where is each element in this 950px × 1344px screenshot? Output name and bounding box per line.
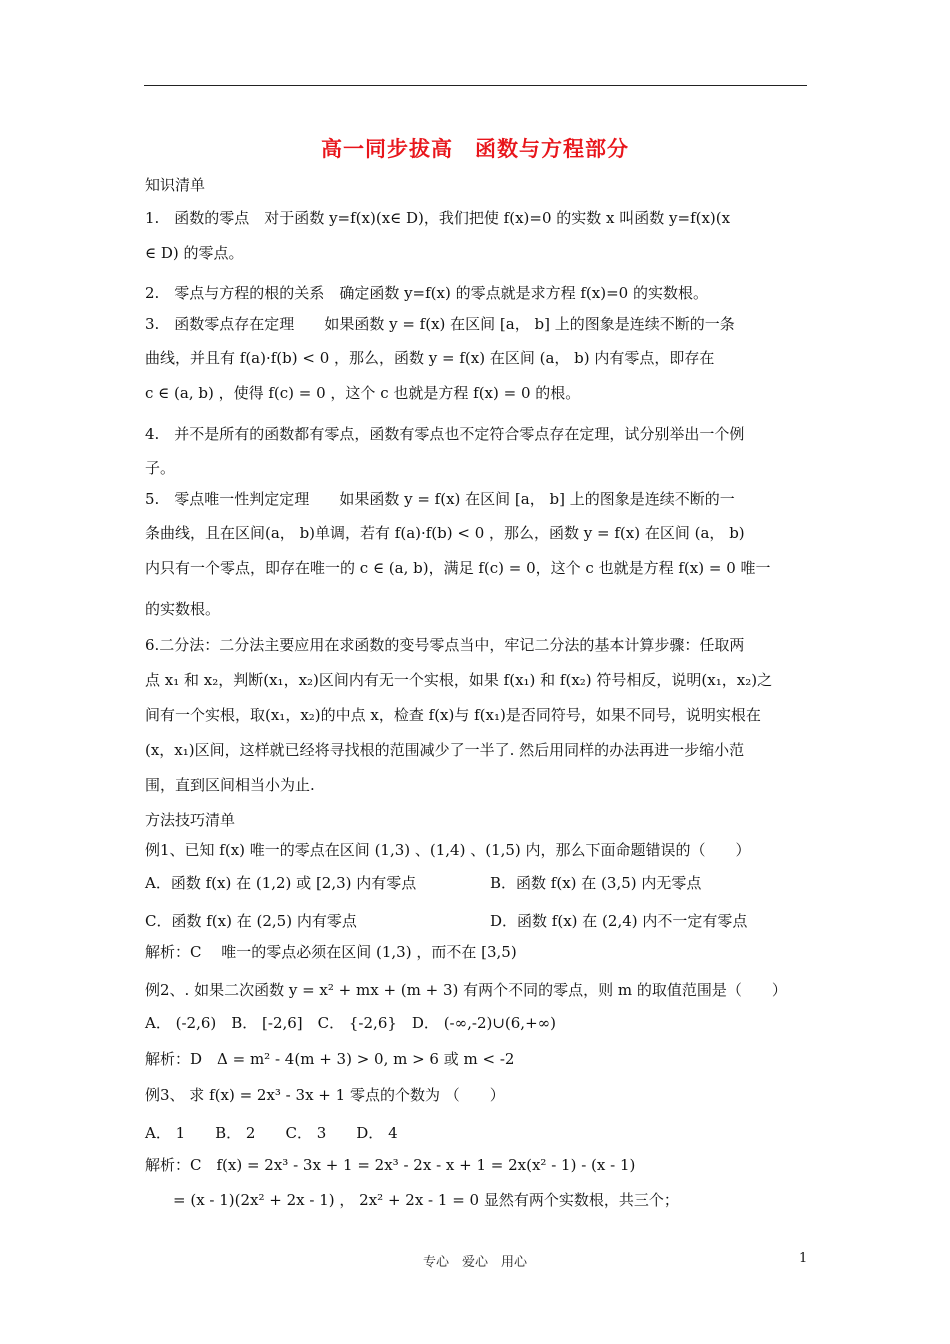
paragraph-line: 内只有一个零点，即存在唯一的 c ∈ (a, b)，满足 f(c) = 0，这个 c 也就是方程 f(x) = 0 唯一 (145, 559, 771, 577)
paragraph-line: 的实数根。 (145, 600, 221, 618)
paragraph-line: 子。 (145, 459, 176, 477)
paragraph-line: 间有一个实根，取(x₁，x₂)的中点 x，检查 f(x)与 f(x₁)是否同符号，如果不同号，说明实根在 (145, 706, 761, 724)
section-heading-knowledge: 知识清单 (145, 176, 206, 194)
paragraph-line: (x，x₁)区间，这样就已经将寻找根的范围减少了一半了. 然后用同样的办法再进一步缩小范 (145, 741, 745, 759)
title-part-1: 高一同步拔高 (321, 137, 453, 161)
example-1-question: 例1、已知 f(x) 唯一的零点在区间 (1,3) 、(1,4) 、(1,5) 内，那么下面命题错误的（ ） (145, 841, 751, 859)
example-1-option-d: D．函数 f(x) 在 (2,4) 内不一定有零点 (490, 912, 748, 930)
paragraph-line: c ∈ (a, b) ，使得 f(c) = 0 ，这个 c 也就是方程 f(x) = 0 的根。 (145, 384, 581, 402)
example-2-question: 例2、. 如果二次函数 y = x² + mx + (m + 3) 有两个不同的零点，则 m 的取值范围是（ ） (145, 981, 787, 999)
example-2-solution: 解析：D Δ = m² - 4(m + 3) > 0, m > 6 或 m < -2 (145, 1050, 515, 1068)
paragraph-line: 1. 函数的零点 对于函数 y=f(x)(x∈ D)，我们把使 f(x)=0 的实数 x 叫函数 y=f(x)(x (145, 209, 731, 227)
header-rule (144, 85, 807, 86)
paragraph-line: 点 x₁ 和 x₂，判断(x₁，x₂)区间内有无一个实根，如果 f(x₁) 和 f(x₂) 符号相反，说明(x₁，x₂)之 (145, 671, 773, 689)
example-3-options: A． 1 B． 2 C． 3 D． 4 (145, 1124, 398, 1142)
title-part-2: 函数与方程部分 (475, 137, 629, 161)
example-3-question: 例3、 求 f(x) = 2x³ - 3x + 1 零点的个数为 （ ） (145, 1086, 505, 1104)
paragraph-line: 2. 零点与方程的根的关系 确定函数 y=f(x) 的零点就是求方程 f(x)=0 的实数根。 (145, 284, 708, 302)
example-1-option-b: B．函数 f(x) 在 (3,5) 内无零点 (490, 874, 702, 892)
section-heading-methods: 方法技巧清单 (145, 811, 236, 829)
paragraph-line: 曲线，并且有 f(a)·f(b) < 0 ，那么，函数 y = f(x) 在区间 (a， b) 内有零点，即存在 (145, 349, 715, 367)
paragraph-line: 3. 函数零点存在定理 如果函数 y = f(x) 在区间 [a， b] 上的图象是连续不断的一条 (145, 315, 735, 333)
example-3-solution-cont: = (x - 1)(2x² + 2x - 1) ， 2x² + 2x - 1 = 0 显然有两个实数根，共三个； (173, 1191, 679, 1209)
example-2-options: A． (-2,6) B． [-2,6] C． {-2,6} D． (-∞,-2)∪(6,+∞) (145, 1014, 556, 1032)
example-1-solution: 解析：C 唯一的零点必须在区间 (1,3) ，而不在 [3,5) (145, 943, 517, 961)
page-number: 1 (799, 1251, 808, 1266)
page-title (0, 133, 950, 163)
example-3-solution: 解析：C f(x) = 2x³ - 3x + 1 = 2x³ - 2x - x + 1 = 2x(x² - 1) - (x - 1) (145, 1156, 636, 1174)
paragraph-line: ∈ D) 的零点。 (145, 244, 244, 262)
page-footer: 专心 爱心 用心 (422, 1255, 527, 1270)
paragraph-line: 6.二分法：二分法主要应用在求函数的变号零点当中，牢记二分法的基本计算步骤：任取两 (145, 636, 745, 654)
example-1-option-c: C．函数 f(x) 在 (2,5) 内有零点 (145, 912, 357, 930)
paragraph-line: 5. 零点唯一性判定定理 如果函数 y = f(x) 在区间 [a， b] 上的图象是连续不断的一 (145, 490, 735, 508)
paragraph-line: 围，直到区间相当小为止. (145, 776, 315, 794)
example-1-option-a: A．函数 f(x) 在 (1,2) 或 [2,3) 内有零点 (145, 874, 417, 892)
paragraph-line: 条曲线，且在区间(a， b)单调，若有 f(a)·f(b) < 0 ，那么，函数 y = f(x) 在区间 (a， b) (145, 524, 745, 542)
paragraph-line: 4. 并不是所有的函数都有零点，函数有零点也不定符合零点存在定理，试分别举出一个例 (145, 425, 745, 443)
